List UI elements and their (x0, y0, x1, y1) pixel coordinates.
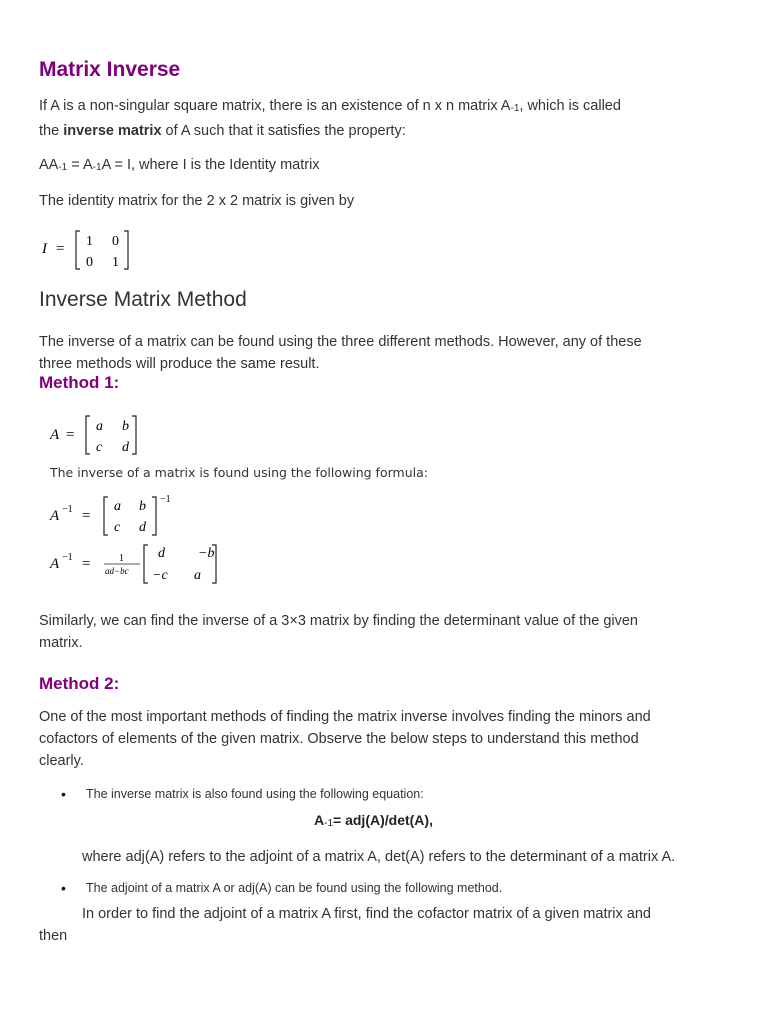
adjoint-eq-b: = adj(A)/det(A), (333, 812, 433, 828)
intro-line2-post: of A such that it satisfies the property: (161, 123, 406, 139)
identity-lhs: I (42, 241, 47, 257)
method2-heading: Method 2: (39, 674, 120, 693)
section-title: Inverse Matrix Method (39, 288, 247, 311)
left-bracket (144, 545, 148, 583)
eq3-lhs: A (50, 556, 60, 572)
eq1-m11: a (96, 419, 103, 434)
eq1-m21: c (96, 440, 103, 455)
eq3-m21: −c (152, 568, 168, 583)
adjoint-paragraph-line1: In order to find the adjoint of a matrix A first, find the cofactor matrix of a given matrix and (82, 906, 651, 922)
eq2-sup: −1 (62, 504, 73, 515)
left-bracket (76, 231, 80, 269)
inverse-formula-equation (46, 540, 236, 588)
eq2-m12: b (139, 499, 146, 514)
adjoint-paragraph (39, 903, 651, 947)
method2-line1: One of the most important methods of finding the matrix inverse involves finding the minors and (39, 709, 651, 725)
eq1-lhs: A (50, 427, 60, 443)
section-intro-line2: three methods will produce the same result. (39, 356, 320, 372)
identity-m11: 1 (86, 234, 93, 249)
intro-line1: If A is a non-singular square matrix, there is an existence of n x n matrix A (39, 98, 511, 114)
page-title: Matrix Inverse (39, 58, 181, 81)
where-text: where adj(A) refers to the adjoint of a matrix A, det(A) refers to the determinant of a matrix A. (82, 849, 676, 865)
eq3-equals: = (82, 556, 91, 572)
adjoint-eq-sub: -1 (324, 818, 334, 829)
property-sub-2: -1 (92, 162, 102, 173)
intro-line2-pre: the (39, 123, 64, 139)
eq2-matrix-sup: −1 (160, 494, 171, 505)
property-part-b: = A (67, 157, 93, 173)
identity-m12: 0 (112, 234, 119, 249)
eq3-m12: −b (198, 546, 215, 561)
intro-bold-term: inverse matrix (63, 123, 162, 139)
eq2-m22: d (139, 520, 146, 535)
bullet-marker-1: • (61, 786, 66, 802)
eq1-equals: = (66, 427, 75, 443)
intro-sub: -1 (510, 103, 520, 114)
method2-line2: cofactors of elements of the given matrix. Observe the below steps to understand this method (39, 731, 639, 747)
adjoint-equation (314, 812, 433, 829)
identity-equals: = (56, 241, 65, 257)
adjoint-paragraph-line2: then (39, 928, 68, 944)
method1-heading: Method 1: (39, 373, 120, 392)
eq2-m11: a (114, 499, 121, 514)
method2-line3: clearly. (39, 753, 84, 769)
eq2-m21: c (114, 520, 121, 535)
similarly-line1: Similarly, we can find the inverse of a 3×3 matrix by finding the determinant value of the given (39, 613, 638, 629)
section-intro (39, 331, 642, 375)
method2-paragraph (39, 706, 651, 772)
right-bracket (132, 416, 136, 454)
eq3-sup: −1 (62, 552, 73, 563)
left-bracket (104, 497, 108, 535)
intro-line1-end: , which is called (519, 98, 621, 114)
formula-text: The inverse of a matrix is found using the following formula: (50, 465, 428, 480)
adjoint-eq-a: A (314, 812, 325, 828)
section-intro-line1: The inverse of a matrix can be found using the three different methods. However, any of these (39, 334, 642, 350)
eq2-equals: = (82, 508, 91, 524)
right-bracket (152, 497, 156, 535)
eq2-lhs: A (50, 508, 60, 524)
eq3-denominator: ad−bc (105, 566, 129, 576)
bullet1-text: The inverse matrix is also found using the following equation: (86, 787, 424, 801)
similarly-paragraph (39, 610, 638, 654)
identity-m22: 1 (112, 255, 119, 270)
inverse-definition-equation (46, 490, 196, 538)
left-bracket (86, 416, 90, 454)
similarly-line2: matrix. (39, 635, 83, 651)
eq3-numerator: 1 (119, 553, 124, 564)
eq3-m22: a (194, 568, 201, 583)
matrix-a-equation (46, 412, 156, 458)
right-bracket (124, 231, 128, 269)
property-part-a: AA (39, 157, 59, 173)
bullet-marker-2: • (61, 880, 66, 896)
identity-m21: 0 (86, 255, 93, 270)
eq1-m22: d (122, 440, 129, 455)
eq1-m12: b (122, 419, 129, 434)
eq3-m11: d (158, 546, 165, 561)
inverse-property (39, 154, 320, 179)
intro-paragraph (39, 95, 621, 142)
identity-matrix-equation (38, 226, 148, 274)
property-part-c: A = I, where I is the Identity matrix (101, 157, 320, 173)
bullet2-text: The adjoint of a matrix A or adj(A) can be found using the following method. (86, 881, 503, 895)
identity-text: The identity matrix for the 2 x 2 matrix is given by (39, 193, 355, 209)
property-sub-1: -1 (58, 162, 68, 173)
